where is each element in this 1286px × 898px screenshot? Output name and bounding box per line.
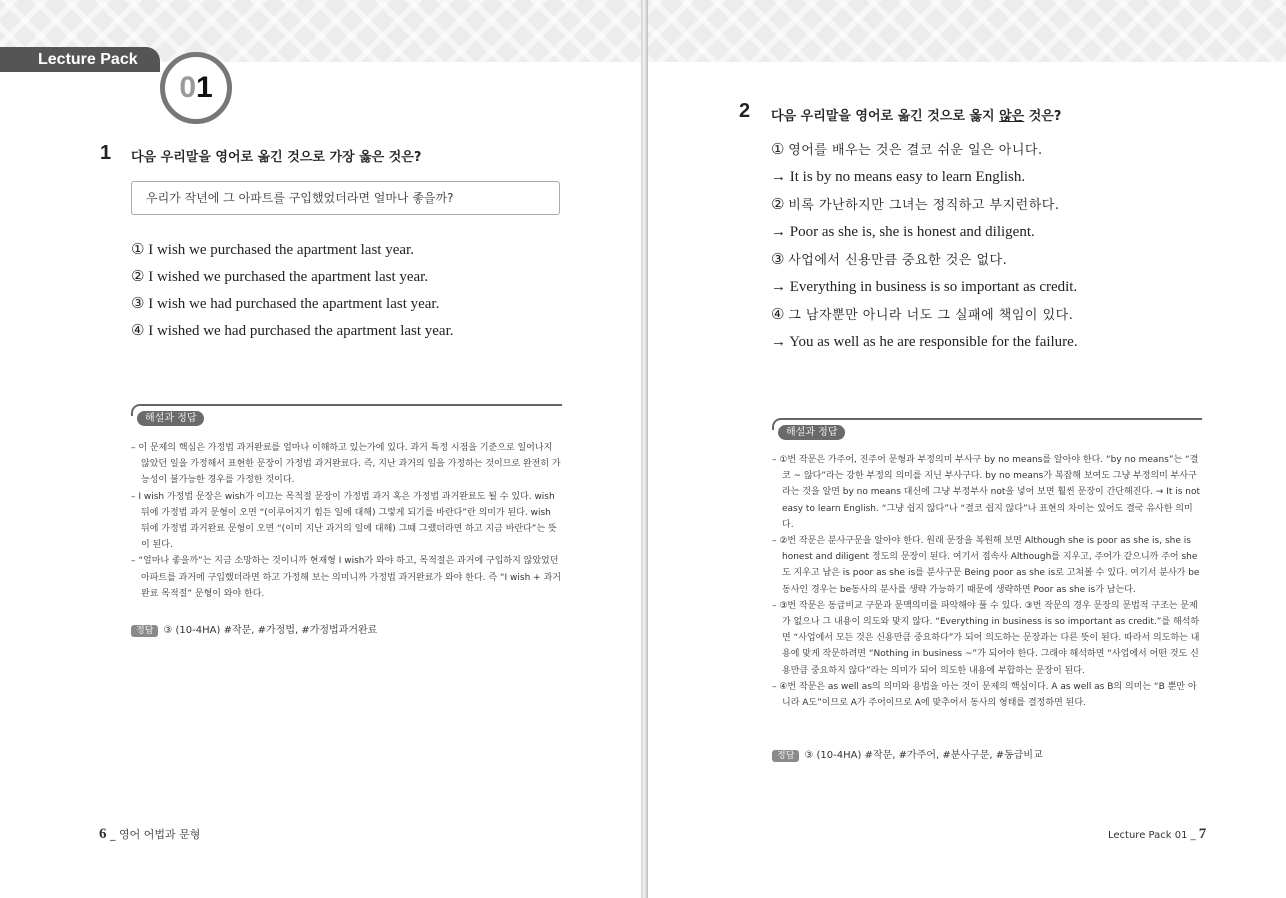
option-4[interactable] <box>771 301 1078 329</box>
option-2-text: I wished we purchased the apartment last year. <box>148 269 429 285</box>
explanation-text <box>131 440 562 602</box>
explanation-label: 해설과 정답 <box>137 411 204 426</box>
answer-badge: 정답 <box>131 625 158 637</box>
question-2-number: 2 <box>739 100 751 122</box>
option-4-mark: ④ <box>131 321 145 339</box>
right-page-header-pattern <box>648 0 1286 62</box>
left-page-number: 6 <box>99 826 107 842</box>
option-4-mark: ④ <box>771 305 785 323</box>
right-footer-title: Lecture Pack 01 _ <box>1108 830 1199 841</box>
option-1-text: I wish we purchased the apartment last year. <box>148 242 414 258</box>
option-3-korean: 사업에서 신용만큼 중요한 것은 없다. <box>788 253 1008 268</box>
right-page-number: 7 <box>1198 826 1207 842</box>
option-1[interactable] <box>771 136 1078 164</box>
option-3-translation: → Everything in business is so important as credit. <box>771 279 1078 295</box>
explanation-text <box>772 452 1202 711</box>
question-1-explanation <box>131 404 562 604</box>
option-3[interactable] <box>131 290 454 317</box>
explanation-label: 해설과 정답 <box>778 425 845 440</box>
answer-badge: 정답 <box>772 750 799 762</box>
question-2-explanation <box>772 418 1202 738</box>
left-page-footer <box>99 826 200 843</box>
option-1[interactable] <box>131 236 454 263</box>
question-1-given-sentence: 우리가 작년에 그 아파트를 구입했었더라면 얼마나 좋을까? <box>131 181 560 215</box>
unit-number-zero: 0 <box>179 71 196 104</box>
option-3[interactable] <box>771 246 1078 274</box>
option-1-korean: 영어를 배우는 것은 결코 쉬운 일은 아니다. <box>788 143 1043 158</box>
option-2-mark: ② <box>771 195 785 213</box>
option-2-korean: 비록 가난하지만 그녀는 정직하고 부지런하다. <box>788 198 1060 213</box>
question-2-answer <box>772 746 1043 761</box>
option-3-text: I wish we had purchased the apartment last year. <box>148 296 440 312</box>
lecture-pack-tab: Lecture Pack <box>0 47 160 72</box>
question-2-prompt <box>771 105 1061 124</box>
unit-number-one: 1 <box>196 71 213 104</box>
option-4-translation: → You as well as he are responsible for the failure. <box>771 334 1078 350</box>
explanation-paragraph: – ②번 작문은 분사구문을 알아야 한다. 원래 문장을 복원해 보면 Although she is poor as she is, she is honest and diligent 정도의 문장이 된다. 여기서 접속사 Although를 지우고, 주어가 같으니까 주어 she도 지우고 남은 is poor as she is를 분사구문 Being poor as she is로 고쳐볼 수 있다. 여기서 분사가 be동사인 경우는 be동사의 분사를 생략 가능하기 때문에 생략하면 Poor as she is가 남는다. <box>772 536 1200 595</box>
question-1-prompt: 다음 우리말을 영어로 옮긴 것으로 가장 옳은 것은? <box>131 150 422 165</box>
question-2-options <box>771 136 1078 356</box>
answer-text: ③ (10-4HA) #작문, #가주어, #분사구문, #동급비교 <box>804 750 1043 761</box>
option-4-text: I wished we had purchased the apartment last year. <box>148 323 454 339</box>
option-1-translation: → It is by no means easy to learn English. <box>771 169 1026 185</box>
option-4-korean: 그 남자뿐만 아니라 너도 그 실패에 책임이 있다. <box>788 308 1074 323</box>
explanation-paragraph: – I wish 가정법 문장은 wish가 이끄는 목적절 문장이 가정법 과거 혹은 가정법 과거완료도 될 수 있다. wish 뒤에 가정법 과거 문형이 오면 “(이루어지기 힘든 일에 대해) 그렇게 되기를 바란다”란 의미가 된다. wish 뒤에 가정법 과거완료 문형이 오면 “(이미 지난 과거의 일에 대해) 그때 그랬더라면 하고 지금 바란다”는 뜻이 된다. <box>131 491 557 551</box>
option-1-mark: ① <box>131 240 145 258</box>
option-2-mark: ② <box>131 267 145 285</box>
explanation-paragraph: – ④번 작문은 as well as의 의미와 용법을 아는 것이 문제의 핵심이다. A as well as B의 의미는 “B 뿐만 아니라 A도”이므로 A가 주어이므로 A에 맞추어서 동사의 형태를 결정하면 된다. <box>772 681 1197 709</box>
question-1-options <box>131 236 454 344</box>
option-4[interactable] <box>131 317 454 344</box>
option-3-mark: ③ <box>131 294 145 312</box>
option-2-translation: → Poor as she is, she is honest and diligent. <box>771 224 1035 240</box>
explanation-paragraph: – “얼마나 좋을까”는 지금 소망하는 것이니까 현재형 I wish가 와야 하고, 목적절은 과거에 구입하지 않았었던 아파트를 과거에 구입했더라면 하고 가정해 보는 의미니까 가정법 과거완료가 와야 한다. 즉 “I wish + 과거완료 목적절” 문형이 와야 한다. <box>131 556 561 599</box>
explanation-paragraph: – ①번 작문은 가주어, 진주어 문형과 부정의미 부사구 by no means를 알아야 한다. “by no means”는 “결코 ~ 않다”라는 강한 부정의 의미를 지닌 부사구다. by no means가 복잡해 보여도 그냥 부정의미 부사구라는 것을 알면 by no means 대신에 그냥 부정부사 not을 넣어 보면 훨씬 문장이 간단해진다. → It is not easy to learn English. “그냥 쉽지 않다”나 “결코 쉽지 않다”나 표현의 차이는 있어도 결국 유사한 의미다. <box>772 455 1201 530</box>
question-1-answer <box>131 621 377 636</box>
answer-text: ③ (10-4HA) #작문, #가정법, #가정법과거완료 <box>163 625 378 636</box>
left-footer-title: _ 영어 어법과 문형 <box>106 828 201 841</box>
unit-number-badge <box>160 52 232 124</box>
right-page-footer <box>1108 826 1206 843</box>
book-gutter <box>641 0 648 898</box>
option-2[interactable] <box>771 191 1078 219</box>
option-1-mark: ① <box>771 140 785 158</box>
prompt-after: 것은? <box>1024 109 1062 124</box>
option-3-mark: ③ <box>771 250 785 268</box>
prompt-before: 다음 우리말을 영어로 옮긴 것으로 옳지 <box>771 109 1000 124</box>
option-2[interactable] <box>131 263 454 290</box>
explanation-paragraph: – ③번 작문은 동급비교 구문과 문맥의미를 파악해야 풀 수 있다. ③번 작문의 경우 문장의 문법적 구조는 문제가 없으나 그 내용이 의도와 맞지 않다. “Everything in business is so important as credit.”를 해석하면 “사업에서 모든 것은 신용만큼 중요하다”가 되어 의도하는 문장과는 다른 뜻이 된다. 따라서 의도하는 내용에 맞게 작문하려면 “Nothing in business ~”가 되어야 한다. 그래야 해석하면 “사업에서 어떤 것도 신용만큼 중요하지 않다”라는 의미가 되어 의도한 내용에 부합하는 문장이 된다. <box>772 600 1200 676</box>
prompt-underlined: 않은 <box>999 109 1025 124</box>
explanation-paragraph: – 이 문제의 핵심은 가정법 과거완료를 얼마나 이해하고 있는가에 있다. 과거 특정 시점을 기준으로 일어나지 않았던 일을 가정해서 표현한 문장이 가정법 과거완료다. 즉, 지난 과거의 일을 가정하는 것이므로 완전히 가능성이 불가능한 경우를 가정한 것이다. <box>131 443 561 486</box>
question-1-number: 1 <box>100 142 112 164</box>
